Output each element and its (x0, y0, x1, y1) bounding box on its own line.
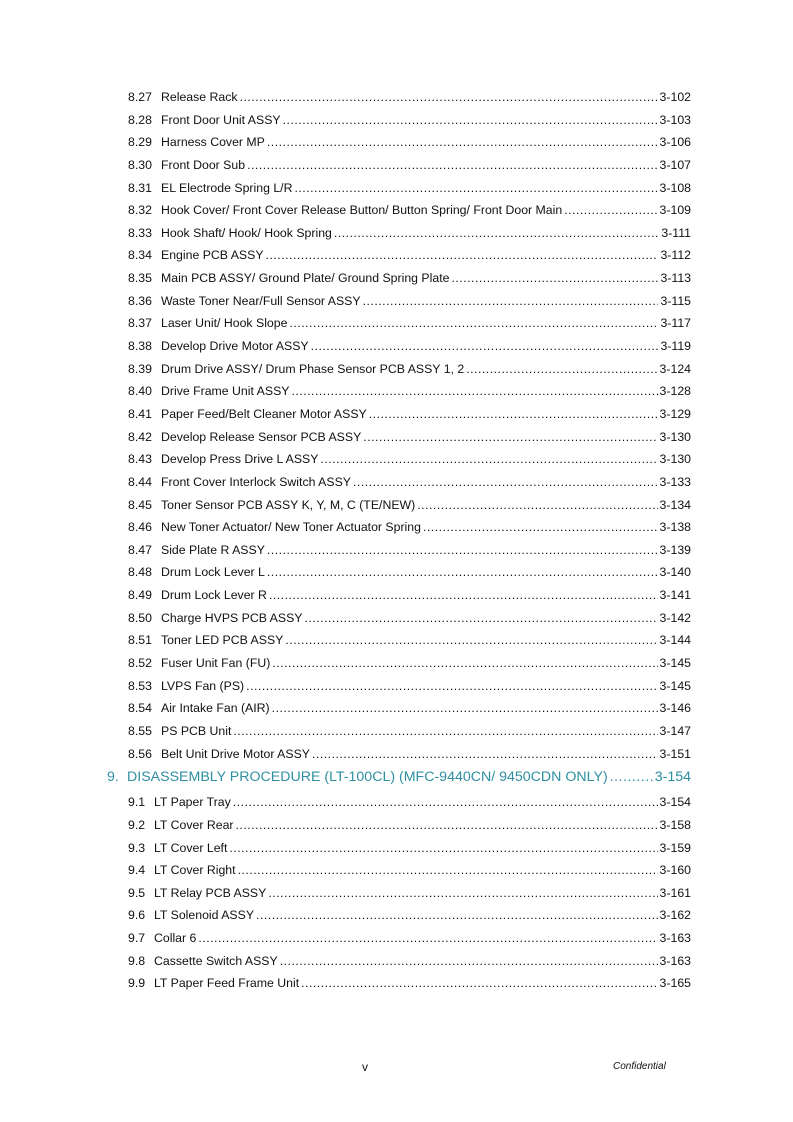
entry-number: 8.48 (128, 565, 152, 580)
entry-page: 3-119 (660, 339, 691, 354)
dot-leader (198, 931, 657, 945)
entry-title: Toner Sensor PCB ASSY K, Y, M, C (TE/NEW) (161, 497, 416, 512)
entry-title: LT Paper Feed Frame Unit (154, 976, 300, 991)
entry-title: New Toner Actuator/ New Toner Actuator Spring (161, 520, 421, 535)
entry-number: 9.9 (128, 976, 146, 991)
dot-leader (334, 226, 659, 240)
toc-entry[interactable] (0, 452, 793, 475)
entry-number: 8.51 (128, 633, 152, 648)
entry-title: Develop Press Drive L ASSY (161, 452, 319, 467)
entry-title: Cassette Switch ASSY (154, 953, 278, 968)
confidential-label: Confidential (613, 1061, 666, 1072)
entry-number: 8.32 (128, 203, 152, 218)
toc-entry[interactable] (0, 795, 793, 818)
entry-title: Side Plate R ASSY (161, 542, 265, 557)
entry-title: Develop Release Sensor PCB ASSY (161, 429, 362, 444)
toc-entry[interactable] (0, 316, 793, 339)
toc-entry[interactable] (0, 656, 793, 679)
dot-leader (353, 475, 658, 489)
entry-number: 8.28 (128, 112, 152, 127)
toc-entry[interactable] (0, 475, 793, 498)
toc-entry[interactable] (0, 407, 793, 430)
entry-title: Fuser Unit Fan (FU) (161, 656, 271, 671)
entry-page: 3-103 (659, 112, 691, 127)
entry-title: Front Door Unit ASSY (161, 112, 281, 127)
toc-section-9-list (0, 795, 793, 999)
entry-number: 8.54 (128, 701, 152, 716)
toc-entry[interactable] (0, 611, 793, 634)
entry-number: 8.43 (128, 452, 152, 467)
entry-number: 8.34 (128, 248, 152, 263)
dot-leader (236, 818, 658, 832)
dot-leader (451, 271, 658, 285)
entry-title: LT Cover Left (154, 840, 228, 855)
entry-page: 3-161 (659, 885, 691, 900)
entry-page: 3-113 (660, 271, 691, 286)
entry-page: 3-107 (659, 157, 691, 172)
entry-number: 8.37 (128, 316, 152, 331)
toc-entry[interactable] (0, 339, 793, 362)
entry-number: 8.53 (128, 678, 152, 693)
toc-entry[interactable] (0, 931, 793, 954)
entry-page: 3-115 (660, 293, 691, 308)
section-number: 9. (107, 769, 119, 786)
entry-number: 8.52 (128, 656, 152, 671)
toc-entry[interactable] (0, 543, 793, 566)
entry-number: 9.5 (128, 885, 146, 900)
dot-leader (304, 611, 657, 625)
entry-title: LT Solenoid ASSY (154, 908, 255, 923)
dot-leader (238, 863, 658, 877)
dot-leader (610, 769, 653, 785)
toc-entry[interactable] (0, 226, 793, 249)
entry-number: 8.41 (128, 406, 152, 421)
entry-title: EL Electrode Spring L/R (161, 180, 293, 195)
entry-title: Air Intake Fan (AIR) (161, 701, 270, 716)
dot-leader (240, 90, 658, 104)
entry-title: PS PCB Unit (161, 723, 232, 738)
entry-page: 3-102 (659, 90, 691, 104)
entry-page: 3-112 (660, 248, 691, 263)
toc-entry[interactable] (0, 181, 793, 204)
entry-title: Drum Lock Lever R (161, 588, 267, 603)
entry-number: 8.40 (128, 384, 152, 399)
entry-number: 8.39 (128, 361, 152, 376)
entry-page: 3-138 (659, 520, 691, 535)
toc-entry[interactable] (0, 248, 793, 271)
entry-title: Release Rack (161, 90, 238, 104)
entry-number: 8.29 (128, 135, 152, 150)
toc-entry[interactable] (0, 90, 793, 113)
section-page: 3-154 (654, 769, 691, 786)
entry-number: 8.36 (128, 293, 152, 308)
entry-number: 8.49 (128, 588, 152, 603)
entry-page: 3-130 (659, 429, 691, 444)
dot-leader (272, 701, 658, 715)
page-number: v (362, 1060, 368, 1074)
dot-leader (291, 384, 657, 398)
entry-number: 8.42 (128, 429, 152, 444)
toc-entry[interactable] (0, 158, 793, 181)
entry-title: LT Paper Tray (154, 795, 231, 810)
toc-section-8-list (0, 90, 793, 769)
section-title: DISASSEMBLY PROCEDURE (LT-100CL) (MFC-9440CN/ 9450CDN ONLY) (127, 769, 608, 786)
entry-title: LVPS Fan (PS) (161, 678, 245, 693)
entry-title: Engine PCB ASSY (161, 248, 264, 263)
toc-entry[interactable] (0, 565, 793, 588)
dot-leader (247, 158, 657, 172)
dot-leader (267, 135, 658, 149)
toc-entry[interactable] (0, 135, 793, 158)
toc-entry[interactable] (0, 203, 793, 226)
dot-leader (256, 908, 658, 922)
entry-number: 9.3 (128, 840, 146, 855)
entry-page: 3-117 (660, 316, 691, 331)
entry-page: 3-129 (659, 406, 691, 421)
entry-number: 8.50 (128, 610, 152, 625)
toc-entry[interactable] (0, 633, 793, 656)
entry-page: 3-108 (659, 180, 691, 195)
dot-leader (423, 520, 658, 534)
entry-number: 9.4 (128, 863, 146, 878)
entry-page: 3-162 (659, 908, 691, 923)
table-of-contents (0, 90, 793, 999)
toc-entry[interactable] (0, 384, 793, 407)
entry-number: 8.55 (128, 723, 152, 738)
entry-page: 3-124 (659, 361, 691, 376)
entry-number: 8.56 (128, 746, 152, 761)
entry-page: 3-134 (659, 497, 691, 512)
entry-title: Harness Cover MP (161, 135, 265, 150)
entry-page: 3-151 (659, 746, 691, 761)
entry-title: Hook Cover/ Front Cover Release Button/ Button Spring/ Front Door Main (161, 203, 563, 218)
dot-leader (267, 543, 658, 557)
entry-number: 8.27 (128, 90, 152, 104)
dot-leader (272, 656, 657, 670)
entry-title: Toner LED PCB ASSY (161, 633, 284, 648)
entry-page: 3-133 (659, 474, 691, 489)
entry-page: 3-160 (659, 863, 691, 878)
toc-entry[interactable] (0, 271, 793, 294)
entry-page: 3-141 (659, 588, 691, 603)
toc-entry[interactable] (0, 679, 793, 702)
entry-number: 8.35 (128, 271, 152, 286)
toc-entry[interactable] (0, 747, 793, 770)
dot-leader (285, 633, 657, 647)
entry-number: 9.8 (128, 953, 146, 968)
dot-leader (280, 954, 658, 968)
entry-number: 8.33 (128, 225, 152, 240)
entry-title: Collar 6 (154, 931, 197, 946)
entry-page: 3-140 (659, 565, 691, 580)
entry-page: 3-106 (659, 135, 691, 150)
dot-leader (466, 362, 657, 376)
entry-page: 3-146 (659, 701, 691, 716)
dot-leader (233, 724, 657, 738)
entry-title: Charge HVPS PCB ASSY (161, 610, 303, 625)
entry-number: 8.46 (128, 520, 152, 535)
entry-page: 3-145 (659, 656, 691, 671)
entry-title: Drum Lock Lever L (161, 565, 265, 580)
entry-page: 3-145 (659, 678, 691, 693)
entry-page: 3-111 (661, 225, 691, 240)
entry-page: 3-142 (659, 610, 691, 625)
entry-page: 3-144 (659, 633, 691, 648)
toc-entry[interactable] (0, 520, 793, 543)
entry-number: 9.2 (128, 817, 146, 832)
entry-title: LT Cover Rear (154, 817, 234, 832)
dot-leader (320, 452, 657, 466)
dot-leader (417, 498, 657, 512)
entry-title: Laser Unit/ Hook Slope (161, 316, 288, 331)
entry-page: 3-163 (659, 953, 691, 968)
toc-entry[interactable] (0, 841, 793, 864)
entry-page: 3-163 (659, 931, 691, 946)
dot-leader (311, 339, 659, 353)
toc-section-heading[interactable] (0, 769, 793, 795)
dot-leader (369, 407, 658, 421)
dot-leader (268, 886, 657, 900)
entry-number: 9.7 (128, 931, 146, 946)
dot-leader (289, 316, 658, 330)
entry-title: LT Relay PCB ASSY (154, 885, 267, 900)
entry-page: 3-158 (659, 817, 691, 832)
entry-page: 3-139 (659, 542, 691, 557)
entry-page: 3-128 (659, 384, 691, 399)
entry-number: 9.6 (128, 908, 146, 923)
entry-title: Paper Feed/Belt Cleaner Motor ASSY (161, 406, 367, 421)
entry-number: 8.30 (128, 157, 152, 172)
toc-entry[interactable] (0, 588, 793, 611)
toc-entry[interactable] (0, 976, 793, 999)
entry-page: 3-165 (659, 976, 691, 991)
entry-number: 8.44 (128, 474, 152, 489)
dot-leader (363, 294, 659, 308)
entry-title: Front Cover Interlock Switch ASSY (161, 474, 351, 489)
entry-title: Drum Drive ASSY/ Drum Phase Sensor PCB ASSY 1, 2 (161, 361, 465, 376)
entry-title: Main PCB ASSY/ Ground Plate/ Ground Spring Plate (161, 271, 450, 286)
entry-number: 9.1 (128, 795, 146, 810)
dot-leader (294, 181, 657, 195)
dot-leader (564, 203, 657, 217)
entry-page: 3-109 (659, 203, 691, 218)
entry-page: 3-154 (659, 795, 691, 810)
entry-title: LT Cover Right (154, 863, 236, 878)
dot-leader (312, 747, 658, 761)
entry-title: Drive Frame Unit ASSY (161, 384, 290, 399)
toc-entry[interactable] (0, 818, 793, 841)
dot-leader (269, 588, 658, 602)
dot-leader (246, 679, 657, 693)
toc-entry[interactable] (0, 724, 793, 747)
entry-title: Hook Shaft/ Hook/ Hook Spring (161, 225, 332, 240)
dot-leader (283, 113, 658, 127)
dot-leader (363, 430, 657, 444)
entry-title: Belt Unit Drive Motor ASSY (161, 746, 310, 761)
entry-page: 3-130 (659, 452, 691, 467)
dot-leader (267, 565, 658, 579)
toc-entry[interactable] (0, 430, 793, 453)
toc-entry[interactable] (0, 886, 793, 909)
toc-entry[interactable] (0, 908, 793, 931)
toc-entry[interactable] (0, 954, 793, 977)
entry-number: 8.47 (128, 542, 152, 557)
entry-title: Develop Drive Motor ASSY (161, 339, 309, 354)
dot-leader (233, 795, 658, 809)
entry-number: 8.38 (128, 339, 152, 354)
toc-entry[interactable] (0, 362, 793, 385)
toc-entry[interactable] (0, 701, 793, 724)
dot-leader (229, 841, 657, 855)
toc-entry[interactable] (0, 294, 793, 317)
dot-leader (266, 248, 659, 262)
entry-number: 8.45 (128, 497, 152, 512)
entry-page: 3-159 (659, 840, 691, 855)
toc-entry[interactable] (0, 498, 793, 521)
entry-number: 8.31 (128, 180, 152, 195)
entry-page: 3-147 (659, 723, 691, 738)
entry-title: Front Door Sub (161, 157, 246, 172)
toc-entry[interactable] (0, 113, 793, 136)
dot-leader (301, 976, 657, 990)
entry-title: Waste Toner Near/Full Sensor ASSY (161, 293, 361, 308)
toc-entry[interactable] (0, 863, 793, 886)
